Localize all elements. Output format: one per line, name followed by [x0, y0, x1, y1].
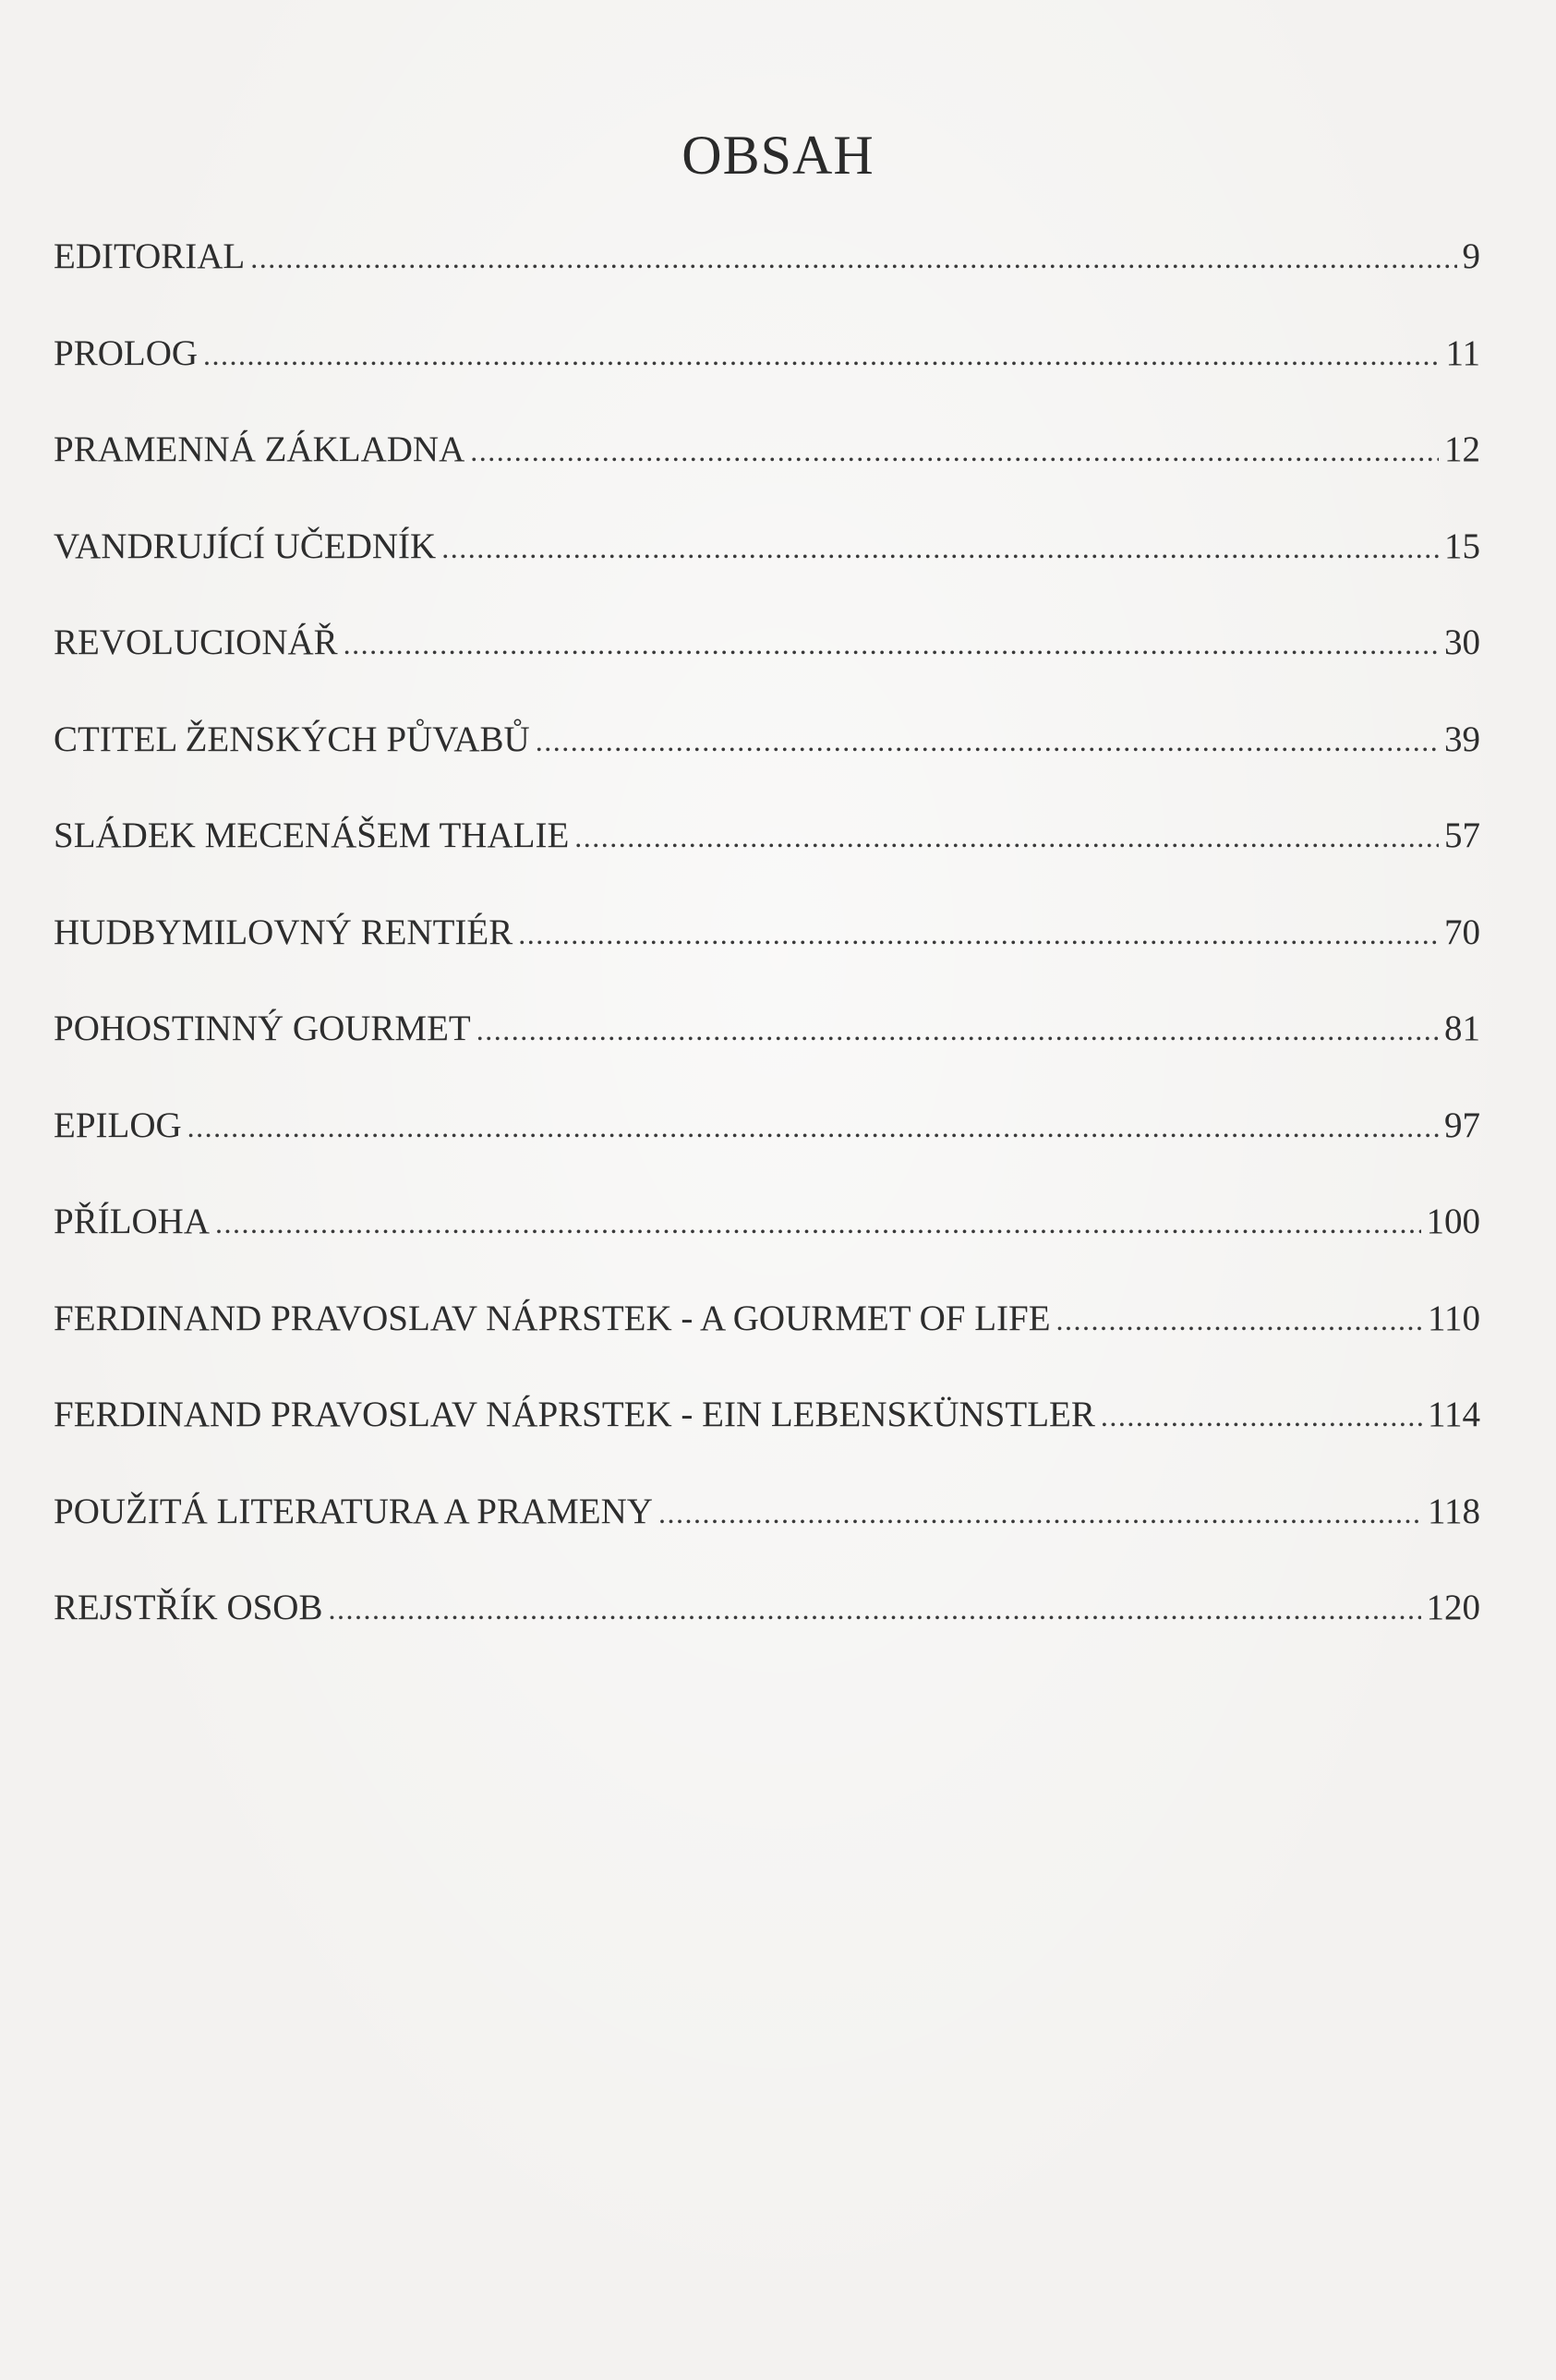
toc-entry-page: 120 — [1426, 1588, 1480, 1627]
dot-leader — [476, 1002, 1439, 1057]
toc-entry-priloha[interactable] — [54, 1194, 1480, 1291]
dot-leader — [518, 906, 1439, 961]
dot-leader — [328, 1581, 1420, 1637]
dot-leader — [1101, 1388, 1422, 1444]
toc-entry-label: CTITEL ŽENSKÝCH PŮVABŮ — [54, 719, 530, 759]
toc-entry-pouzita-literatura[interactable] — [54, 1484, 1480, 1581]
dot-leader — [187, 1099, 1439, 1154]
toc-entry-page: 11 — [1445, 332, 1480, 373]
toc-entry-label: PROLOG — [54, 332, 199, 373]
dot-leader — [250, 230, 1456, 285]
table-of-contents — [54, 229, 1480, 1677]
dot-leader — [441, 520, 1439, 575]
toc-entry-editorial[interactable] — [54, 229, 1480, 326]
toc-entry-pohostinny-gourmet[interactable] — [54, 1001, 1480, 1098]
toc-entry-label: PRAMENNÁ ZÁKLADNA — [54, 429, 465, 469]
toc-entry-label: SLÁDEK MECENÁŠEM THALIE — [54, 815, 570, 855]
toc-entry-label: REVOLUCIONÁŘ — [54, 622, 338, 662]
toc-entry-page: 114 — [1427, 1395, 1480, 1434]
dot-leader — [658, 1485, 1422, 1540]
toc-entry-prolog[interactable] — [54, 326, 1480, 423]
dot-leader — [215, 1195, 1420, 1250]
dot-leader — [203, 327, 1440, 382]
toc-entry-label: FERDINAND PRAVOSLAV NÁPRSTEK - EIN LEBENSKÜNSTLER — [54, 1395, 1095, 1434]
toc-entry-pramenna-zakladna[interactable] — [54, 422, 1480, 519]
toc-entry-sladek-mecenasem-thalie[interactable] — [54, 808, 1480, 905]
dot-leader — [344, 616, 1439, 671]
toc-entry-page: 97 — [1444, 1105, 1480, 1145]
toc-entry-page: 39 — [1444, 719, 1480, 759]
page-title: OBSAH — [682, 125, 874, 186]
toc-entry-epilog[interactable] — [54, 1098, 1480, 1195]
toc-entry-label: EDITORIAL — [54, 236, 246, 276]
toc-entry-page: 70 — [1444, 912, 1480, 952]
toc-entry-label: EPILOG — [54, 1105, 182, 1145]
toc-entry-rejstrik-osob[interactable] — [54, 1580, 1480, 1677]
toc-entry-page: 30 — [1444, 622, 1480, 662]
toc-entry-page: 118 — [1427, 1491, 1480, 1531]
toc-entry-label: POHOSTINNÝ GOURMET — [54, 1009, 471, 1048]
toc-entry-page: 9 — [1462, 236, 1480, 276]
toc-entry-label: REJSTŘÍK OSOB — [54, 1588, 323, 1627]
toc-entry-ein-lebenskunstler[interactable] — [54, 1387, 1480, 1484]
toc-entry-ctitel-zenskych-puvabu[interactable] — [54, 712, 1480, 809]
toc-entry-label: VANDRUJÍCÍ UČEDNÍK — [54, 526, 437, 566]
toc-entry-label: HUDBYMILOVNÝ RENTIÉR — [54, 912, 513, 952]
toc-entry-hudbymilovny-rentier[interactable] — [54, 905, 1480, 1002]
toc-entry-revolucionar[interactable] — [54, 615, 1480, 712]
toc-entry-page: 15 — [1444, 526, 1480, 566]
toc-entry-page: 12 — [1444, 429, 1480, 469]
toc-entry-label: PŘÍLOHA — [54, 1202, 211, 1241]
dot-leader — [1056, 1292, 1422, 1347]
toc-entry-page: 57 — [1444, 815, 1480, 855]
toc-entry-page: 110 — [1427, 1298, 1480, 1338]
toc-entry-label: POUŽITÁ LITERATURA A PRAMENY — [54, 1491, 653, 1531]
dot-leader — [470, 423, 1439, 478]
toc-entry-gourmet-of-life[interactable] — [54, 1291, 1480, 1388]
dot-leader — [574, 809, 1439, 864]
toc-entry-vandrujici-ucednik[interactable] — [54, 519, 1480, 616]
toc-entry-page: 81 — [1444, 1009, 1480, 1048]
toc-entry-label: FERDINAND PRAVOSLAV NÁPRSTEK - A GOURMET OF LIFE — [54, 1298, 1051, 1338]
toc-entry-page: 100 — [1426, 1202, 1480, 1241]
dot-leader — [536, 713, 1439, 768]
